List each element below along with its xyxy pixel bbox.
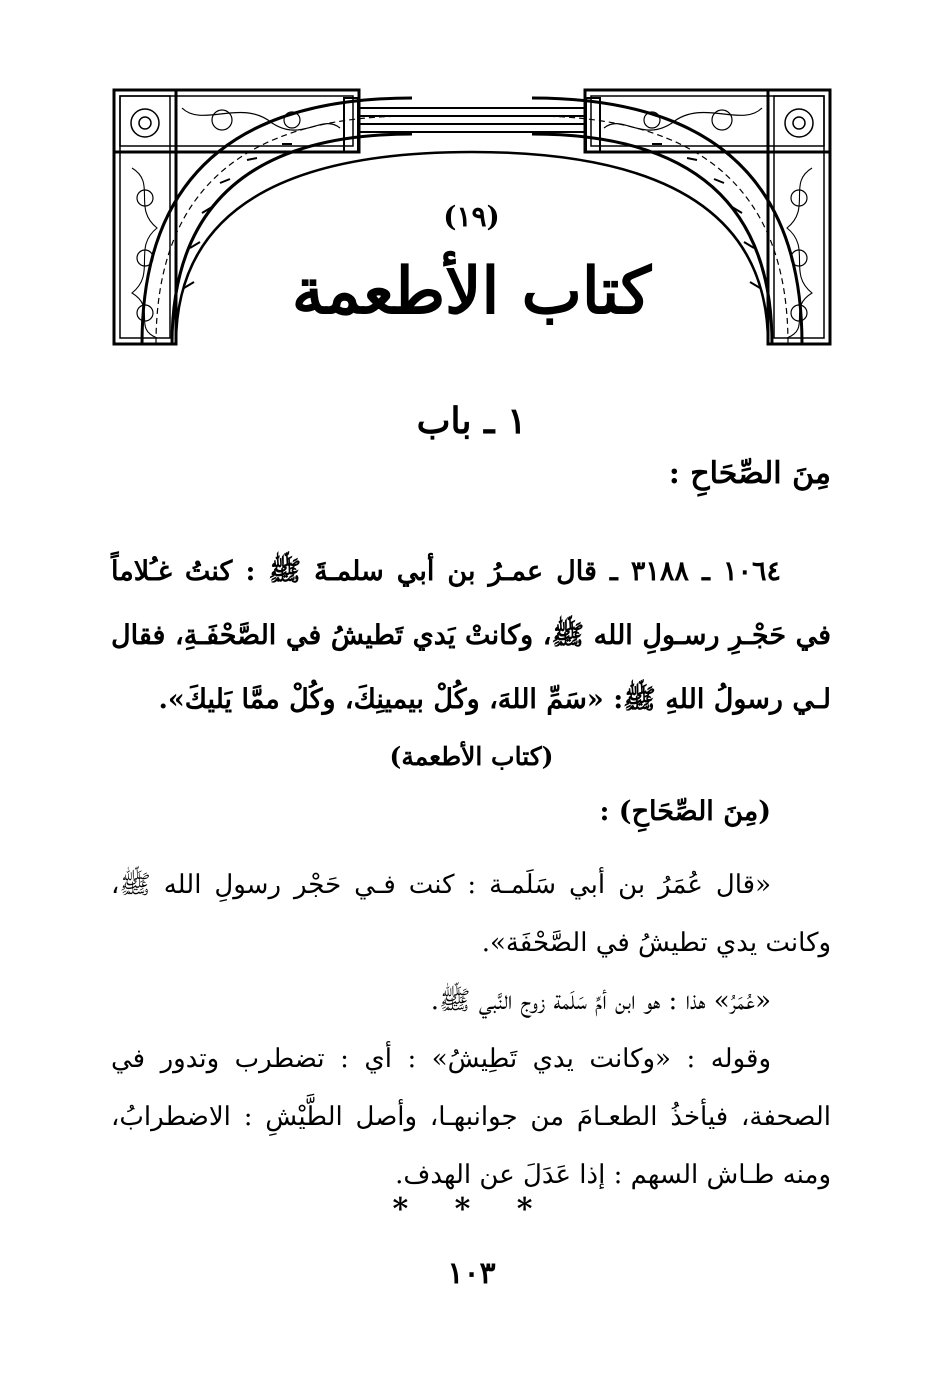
commentary-paragraph: «قال عُمَرُ بن أبي سَلَمـة : كنت فـي حَجْر رسولِ الله ﷺ، وكانت يدي تطيشُ في الصَّحْفَة». <box>111 870 831 958</box>
section-divider-stars: * * * <box>392 1192 551 1227</box>
bab-heading: ١ ـ باب <box>416 400 527 442</box>
commentary-body <box>111 856 831 1204</box>
sihah-heading: مِنَ الصِّحَاحِ : <box>668 456 831 491</box>
commentary-sihah-heading: (مِنَ الصِّحَاحِ) : <box>599 796 771 827</box>
page-number: ١٠٣ <box>447 1256 496 1291</box>
commentary-paragraph: وقوله : «وكانت يدي تَطِيشُ» : أي : تضطرب وتدور في الصحفة، فيأخذُ الطعـامَ من جوانبهـا، وأصل الطَّيْشِ : الاضطرابُ، ومنه طـاش السهم : إذا عَدَلَ عن الهدف. <box>111 1044 831 1190</box>
commentary-kitab-heading: (كتاب الأطعمة) <box>389 742 554 771</box>
chapter-number: (١٩) <box>443 200 500 233</box>
hadith-text: ١٠٦٤ ـ ٣١٨٨ ـ قال عمـرُ بن أبي سلمـةَ ﷺ : كنتُ غـُلاماً في حَجْـرِ رسـولِ الله ﷺ، وكانتْ يَدي تَطيشُ في الصَّحْفَـةِ، فقال لـي رسولُ اللهِ ﷺ: «سَمِّ اللهَ، وكُلْ بيمينِكَ، وكُلْ ممَّا يَليكَ». <box>111 556 831 715</box>
commentary-paragraph: «عُمَرُ» هذا : هو ابن أمِّ سَلَمة زوج النَّبي ﷺ. <box>430 986 771 1016</box>
chapter-title: كتاب الأطعمة <box>291 254 652 329</box>
